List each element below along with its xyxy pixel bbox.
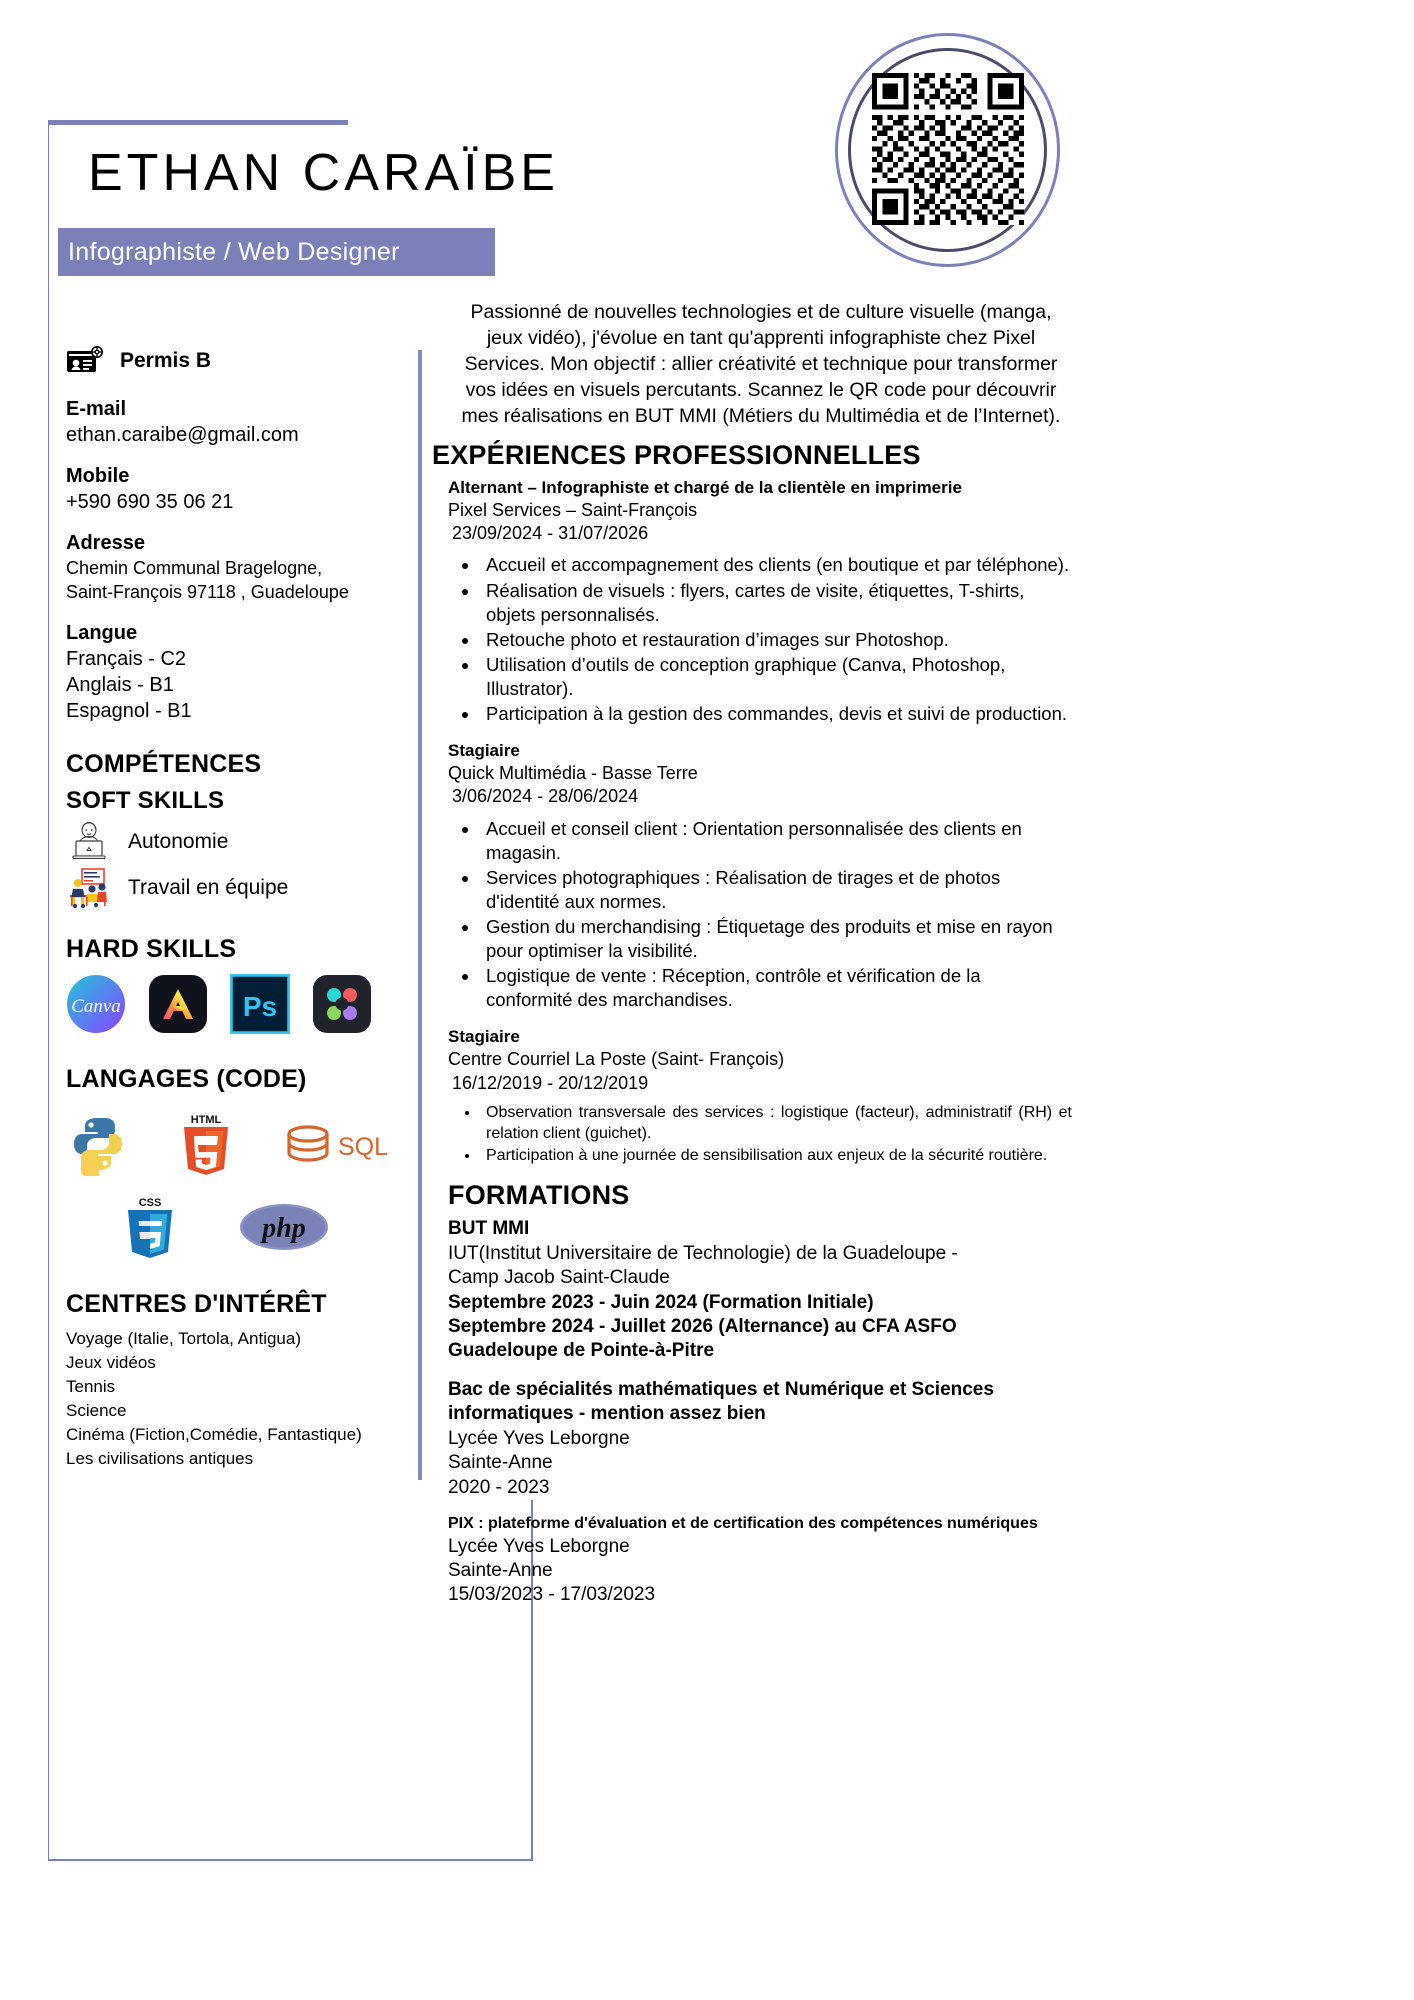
list-item: • Observation transversale des services : logistique (facteur), administratif (RH) et relation client (guichet). xyxy=(480,1103,1072,1145)
langages-logo-row-2 xyxy=(66,1195,401,1264)
php-logo xyxy=(238,1199,330,1260)
formation-line: Sainte-Anne xyxy=(448,1560,553,1581)
job-title-label: Infographiste / Web Designer xyxy=(68,237,400,266)
formation-line: Guadeloupe de Pointe-à-Pitre xyxy=(448,1340,715,1362)
job-org: Quick Multimédia - Basse Terre xyxy=(448,762,698,783)
intro-paragraph: Passionné de nouvelles technologies et de culture visuelle (manga, jeux vidéo), j'évolue en tant qu'apprenti infographiste chez Pixel Services. Mon objectif : allier créativité et technique pour transformer vos idées en visuels percutants. Scannez le QR code pour découvrir mes réalisations en BUT MMI (Métiers du Multimédia et de l’Internet). xyxy=(461,301,1061,427)
adobe-express-logo xyxy=(148,974,208,1039)
drivers-license-icon xyxy=(66,345,106,377)
email-value[interactable]: ethan.caraibe@gmail.com xyxy=(66,424,299,446)
address-label: Adresse xyxy=(66,532,145,554)
experience-item xyxy=(432,1026,1072,1095)
page-title: ETHAN CARAÏBE xyxy=(88,144,559,202)
list-item: • Utilisation d’outils de conception graphique (Canva, Photoshop, Illustrator). xyxy=(480,653,1072,701)
interets-list xyxy=(66,1327,401,1472)
job-dates: 3/06/2024 - 28/06/2024 xyxy=(452,786,639,807)
list-item: Les civilisations antiques xyxy=(66,1449,254,1469)
language-item: Anglais - B1 xyxy=(66,673,174,696)
formation-line: Sainte-Anne xyxy=(448,1452,553,1474)
list-item: • Accueil et conseil client : Orientation personnalisée des clients en magasin. xyxy=(480,817,1072,865)
list-item: • Accueil et accompagnement des clients (en boutique et par téléphone). xyxy=(480,553,1072,577)
job-org: Centre Courriel La Poste (Saint- François) xyxy=(448,1049,785,1070)
language-item: Espagnol - B1 xyxy=(66,699,192,722)
language-label: Langue xyxy=(66,621,138,644)
soft-skill-item xyxy=(66,821,401,863)
list-item: • Services photographiques : Réalisation de tirages et de photos d'identité aux normes. xyxy=(480,866,1072,914)
svg-text:php: php xyxy=(262,1212,306,1244)
soft-skills-heading: SOFT SKILLS xyxy=(66,786,225,814)
python-logo xyxy=(66,1112,130,1181)
formation-title: Bac de spécialités mathématiques et Numérique et Sciences informatiques - mention assez bien xyxy=(448,1378,994,1425)
list-item: • Gestion du merchandising : Étiquetage des produits et mise en rayon pour optimiser la visibilité. xyxy=(480,915,1072,963)
address-line-2: Saint-François 97118 , Guadeloupe xyxy=(66,582,349,603)
list-item: • Participation à la gestion des commandes, devis et suivi de production. xyxy=(480,702,1072,726)
email-field xyxy=(66,397,401,448)
job-bullets xyxy=(432,1103,1072,1166)
photoshop-logo xyxy=(230,974,290,1039)
list-item: Tennis xyxy=(66,1376,116,1396)
experience-item xyxy=(432,477,1072,546)
formation-line: 15/03/2023 - 17/03/2023 xyxy=(448,1584,656,1606)
interets-heading: CENTRES D'INTÉRÊT xyxy=(66,1289,327,1318)
job-org: Pixel Services – Saint-François xyxy=(448,499,698,520)
canva-logo xyxy=(66,974,126,1039)
job-title: Alternant – Infographiste et chargé de la clientèle en imprimerie xyxy=(448,477,962,497)
formation-item xyxy=(432,1217,1072,1363)
competences-heading: COMPÉTENCES xyxy=(66,749,262,778)
permis-label: Permis B xyxy=(120,349,212,372)
list-item: • Logistique de vente : Réception, contrôle et vérification de la conformité des marchandises. xyxy=(480,964,1072,1012)
address-field xyxy=(66,531,401,605)
sql-logo xyxy=(282,1112,387,1181)
permis-row xyxy=(66,345,401,377)
list-item: • Réalisation de visuels : flyers, cartes de visite, étiquettes, T-shirts, objets personnalisés. xyxy=(480,579,1072,627)
address-line-1: Chemin Communal Bragelogne, xyxy=(66,558,323,578)
langages-logo-row-1 xyxy=(66,1112,401,1181)
svg-text:SQL: SQL xyxy=(338,1132,387,1161)
language-field xyxy=(66,621,401,724)
language-item: Français - C2 xyxy=(66,647,187,670)
sidebar xyxy=(66,345,401,1471)
job-title: Stagiaire xyxy=(448,740,520,760)
hard-skills-heading: HARD SKILLS xyxy=(66,934,237,963)
header-top-rule xyxy=(48,120,348,125)
list-item: Jeux vidéos xyxy=(66,1352,156,1372)
job-title: Stagiaire xyxy=(448,1027,520,1047)
list-item: Science xyxy=(66,1400,127,1420)
experience-heading: EXPÉRIENCES PROFESSIONNELLES xyxy=(432,439,921,470)
list-item: Cinéma (Fiction,Comédie, Fantastique) xyxy=(66,1425,362,1445)
formation-line: Septembre 2023 - Juin 2024 (Formation Initiale) xyxy=(448,1291,874,1313)
svg-text:Canva: Canva xyxy=(71,995,121,1017)
formation-line: Lycée Yves Leborgne xyxy=(448,1535,630,1557)
email-label: E-mail xyxy=(66,398,127,420)
langages-heading: LANGAGES (CODE) xyxy=(66,1064,307,1093)
left-frame-line-top xyxy=(48,120,49,1520)
mobile-value[interactable]: +590 690 35 06 21 xyxy=(66,491,234,513)
mobile-label: Mobile xyxy=(66,465,130,487)
left-frame-line-bottom xyxy=(48,1420,49,1860)
svg-text:CSS: CSS xyxy=(138,1196,162,1209)
qr-badge[interactable] xyxy=(830,25,1065,275)
formation-title: PIX : plateforme d'évaluation et de certification des compétences numériques xyxy=(448,1514,1038,1532)
qr-code-icon[interactable] xyxy=(872,73,1024,225)
formation-item xyxy=(432,1514,1072,1608)
formations-heading: FORMATIONS xyxy=(448,1180,630,1211)
soft-skill-label: Travail en équipe xyxy=(128,875,289,899)
main-content xyxy=(432,300,1072,1622)
formation-line: Lycée Yves Leborgne xyxy=(448,1427,630,1449)
left-frame-bottom-rule xyxy=(48,1859,533,1861)
person-laptop-icon xyxy=(66,821,112,863)
davinci-resolve-logo xyxy=(312,974,372,1039)
soft-skill-label: Autonomie xyxy=(128,829,229,853)
list-item: • Participation à une journée de sensibilisation aux enjeux de la sécurité routière. xyxy=(480,1146,1072,1167)
soft-skill-item xyxy=(66,867,401,909)
svg-text:HTML: HTML xyxy=(190,1113,222,1126)
team-meeting-icon xyxy=(66,867,112,909)
css3-logo xyxy=(118,1195,182,1264)
column-divider xyxy=(418,350,422,1480)
list-item: Voyage (Italie, Tortola, Antigua) xyxy=(66,1328,302,1348)
hard-skills-logo-row xyxy=(66,974,401,1039)
job-bullets xyxy=(432,553,1072,725)
job-bullets xyxy=(432,817,1072,1012)
svg-text:Ps: Ps xyxy=(242,990,278,1022)
formation-line: Camp Jacob Saint-Claude xyxy=(448,1267,670,1289)
mobile-field xyxy=(66,464,401,515)
list-item: • Retouche photo et restauration d’images sur Photoshop. xyxy=(480,628,1072,652)
job-dates: 23/09/2024 - 31/07/2026 xyxy=(452,523,649,544)
html5-logo xyxy=(174,1112,238,1181)
formation-title: BUT MMI xyxy=(448,1218,530,1240)
experience-item xyxy=(432,740,1072,809)
formation-item xyxy=(432,1378,1072,1500)
formation-line: Septembre 2024 - Juillet 2026 (Alternance) au CFA ASFO xyxy=(448,1315,957,1337)
job-title-banner xyxy=(58,228,495,276)
job-dates: 16/12/2019 - 20/12/2019 xyxy=(452,1072,649,1093)
formation-line: 2020 - 2023 xyxy=(448,1476,550,1498)
formation-line: IUT(Institut Universitaire de Technologie) de la Guadeloupe - xyxy=(448,1243,958,1265)
